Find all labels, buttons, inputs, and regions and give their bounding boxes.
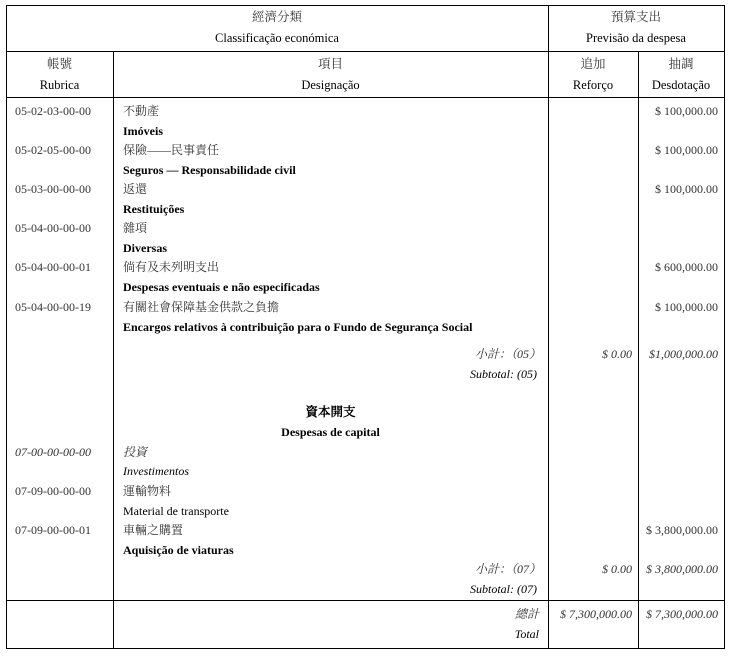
row-designation-zh: 運輸物料 xyxy=(123,484,172,498)
col-header-desdotacao-pt: Desdotação xyxy=(651,78,711,92)
col-header-rubrica-zh: 帳號 xyxy=(46,57,72,71)
row-designation-pt: Imóveis xyxy=(123,124,163,138)
row-designation-zh: 有關社會保障基金供款之負擔 xyxy=(123,300,280,314)
row-code: 05-02-05-00-00 xyxy=(15,143,91,157)
header-classificacao-zh: 經濟分類 xyxy=(251,10,302,24)
row-code: 07-09-00-00-00 xyxy=(15,484,91,498)
table-top-border xyxy=(6,5,725,6)
row-designation-pt: Aquisição de viaturas xyxy=(123,543,234,557)
row-code: 07-00-00-00-00 xyxy=(15,445,91,459)
row-designation-pt: Encargos relativos à contribuição para o Fundo de Segurança Social xyxy=(123,320,473,334)
row-code: 05-04-00-00-00 xyxy=(15,221,91,235)
subtotal-desdotacao: $1,000,000.00 xyxy=(649,347,718,361)
subtotal-desdotacao: $ 3,800,000.00 xyxy=(646,562,718,576)
header-classificacao-pt: Classificação económica xyxy=(215,31,339,45)
row-desdotacao: $ 100,000.00 xyxy=(655,182,718,196)
row-designation-zh: 保險——民事責任 xyxy=(123,143,220,157)
row-desdotacao: $ 100,000.00 xyxy=(655,104,718,118)
row-code: 07-09-00-00-01 xyxy=(15,523,91,537)
subtotal-label-zh: 小計：（05） xyxy=(474,347,541,361)
total-desdotacao: $ 7,300,000.00 xyxy=(646,607,718,621)
header-previsao-zh: 預算支出 xyxy=(610,10,661,24)
col-header-reforco-pt: Reforço xyxy=(572,78,614,92)
row-desdotacao: $ 600,000.00 xyxy=(655,260,718,274)
row-designation-zh: 車輛之購置 xyxy=(123,523,184,537)
total-label-zh: 總計 xyxy=(514,607,539,621)
subtotal-reforco: $ 0.00 xyxy=(602,347,632,361)
col-header-rubrica-pt: Rubrica xyxy=(39,78,80,92)
col-divider-designacao xyxy=(548,5,549,649)
row-designation-zh: 倘有及未列明支出 xyxy=(123,260,220,274)
header-previsao-pt: Previsão da despesa xyxy=(586,31,686,45)
col-header-desdotacao-zh: 抽調 xyxy=(668,57,694,71)
total-label-pt: Total xyxy=(514,627,539,641)
total-reforco: $ 7,300,000.00 xyxy=(560,607,632,621)
row-designation-pt: Diversas xyxy=(123,241,167,255)
subtotal-reforco: $ 0.00 xyxy=(602,562,632,576)
row-code: 05-02-03-00-00 xyxy=(15,104,91,118)
row-code: 05-04-00-00-01 xyxy=(15,260,91,274)
table-right-border xyxy=(724,5,725,649)
col-header-reforco-zh: 追加 xyxy=(580,57,606,71)
row-designation-zh: 投資 xyxy=(123,445,148,459)
row-designation-zh: 不動產 xyxy=(123,104,160,118)
subtotal-label-pt: Subtotal: (05) xyxy=(470,367,537,381)
section-heading-zh: 資本開支 xyxy=(305,404,356,419)
row-desdotacao: $ 3,800,000.00 xyxy=(646,523,718,537)
row-code: 05-04-00-00-19 xyxy=(15,300,91,314)
row-designation-pt: Seguros — Responsabilidade civil xyxy=(123,163,296,177)
section-heading-pt: Despesas de capital xyxy=(281,425,380,439)
row-designation-zh: 雜項 xyxy=(123,221,148,235)
row-desdotacao: $ 100,000.00 xyxy=(655,143,718,157)
row-designation-pt: Investimentos xyxy=(123,464,189,478)
col-header-designacao-pt: Designação xyxy=(301,78,360,92)
subtotal-label-pt: Subtotal: (07) xyxy=(470,582,537,596)
col-header-designacao-zh: 項目 xyxy=(317,57,343,71)
row-code: 05-03-00-00-00 xyxy=(15,182,91,196)
table-left-border xyxy=(6,5,7,649)
row-designation-pt: Material de transporte xyxy=(123,504,229,518)
row-designation-pt: Despesas eventuais e não especificadas xyxy=(123,280,320,294)
row-designation-zh: 返還 xyxy=(123,182,148,196)
row-desdotacao: $ 100,000.00 xyxy=(655,300,718,314)
subtotal-label-zh: 小計：（07） xyxy=(474,562,541,576)
row-designation-pt: Restituições xyxy=(123,202,185,216)
